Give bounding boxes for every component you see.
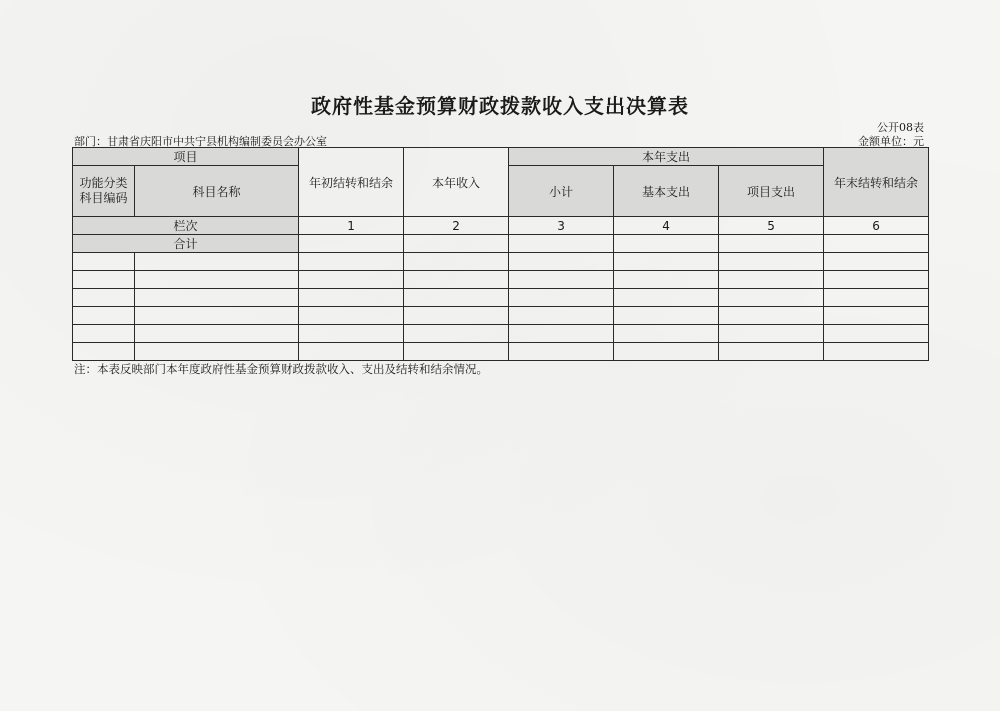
table-cell (404, 253, 509, 271)
table-cell (135, 343, 299, 361)
table-cell (73, 325, 135, 343)
total-cell (719, 235, 824, 253)
index-col-5: 5 (719, 217, 824, 235)
table-cell (824, 289, 929, 307)
table-cell (509, 307, 614, 325)
table-note: 注：本表反映部门本年度政府性基金预算财政拨款收入、支出及结转和结余情况。 (74, 362, 488, 376)
index-row-label: 栏次 (73, 217, 299, 235)
table-cell (509, 343, 614, 361)
header-subtotal: 小计 (509, 166, 614, 217)
table-cell (135, 325, 299, 343)
table-cell (614, 325, 719, 343)
table-cell (719, 307, 824, 325)
table-cell (404, 307, 509, 325)
total-cell (299, 235, 404, 253)
total-cell (509, 235, 614, 253)
total-cell (614, 235, 719, 253)
total-cell (824, 235, 929, 253)
table-cell (299, 289, 404, 307)
table-cell (509, 325, 614, 343)
table-cell (614, 307, 719, 325)
index-col-3: 3 (509, 217, 614, 235)
table-row (73, 307, 929, 325)
header-ending-balance: 年末结转和结余 (824, 148, 929, 217)
table-cell (719, 253, 824, 271)
department-label: 部门：甘肃省庆阳市中共宁县机构编制委员会办公室 (74, 135, 327, 148)
table-cell (614, 271, 719, 289)
header-func-code-line2: 科目编码 (79, 191, 128, 205)
total-row-label: 合计 (73, 235, 299, 253)
header-project-expense: 项目支出 (719, 166, 824, 217)
table-cell (135, 253, 299, 271)
index-col-2: 2 (404, 217, 509, 235)
header-basic-expense: 基本支出 (614, 166, 719, 217)
table-cell (404, 343, 509, 361)
table-cell (404, 325, 509, 343)
table-cell (299, 253, 404, 271)
header-func-code (73, 166, 135, 217)
table-cell (509, 271, 614, 289)
header-beginning-balance: 年初结转和结余 (299, 148, 404, 217)
table-cell (509, 253, 614, 271)
table-cell (299, 271, 404, 289)
table-cell (299, 343, 404, 361)
table-cell (73, 271, 135, 289)
table-cell (404, 271, 509, 289)
table-row (73, 343, 929, 361)
table-cell (135, 307, 299, 325)
table-cell (614, 343, 719, 361)
table-cell (73, 343, 135, 361)
index-col-1: 1 (299, 217, 404, 235)
table-cell (135, 289, 299, 307)
table-cell (299, 325, 404, 343)
table-cell (73, 307, 135, 325)
table-cell (719, 343, 824, 361)
table-row (73, 271, 929, 289)
total-cell (404, 235, 509, 253)
budget-table (72, 147, 929, 361)
table-row (73, 253, 929, 271)
table-cell (404, 289, 509, 307)
index-col-6: 6 (824, 217, 929, 235)
table-cell (719, 289, 824, 307)
table-cell (824, 253, 929, 271)
table-cell (824, 343, 929, 361)
table-cell (824, 325, 929, 343)
table-cell (719, 325, 824, 343)
table-cell (135, 271, 299, 289)
index-col-4: 4 (614, 217, 719, 235)
header-project: 项目 (73, 148, 299, 166)
table-cell (824, 307, 929, 325)
header-subject-name: 科目名称 (135, 166, 299, 217)
amount-unit-label: 金额单位：元 (858, 135, 924, 148)
header-func-code-line1: 功能分类 (79, 176, 128, 190)
table-cell (73, 289, 135, 307)
table-cell (614, 289, 719, 307)
table-cell (824, 271, 929, 289)
table-cell (509, 289, 614, 307)
table-row (73, 325, 929, 343)
table-cell (614, 253, 719, 271)
table-cell (73, 253, 135, 271)
document-title: 政府性基金预算财政拨款收入支出决算表 (311, 94, 689, 118)
table-row (73, 289, 929, 307)
table-cell (719, 271, 824, 289)
form-code: 公开08表 (877, 121, 924, 134)
header-current-expense: 本年支出 (509, 148, 824, 166)
header-current-income: 本年收入 (404, 148, 509, 217)
table-cell (299, 307, 404, 325)
